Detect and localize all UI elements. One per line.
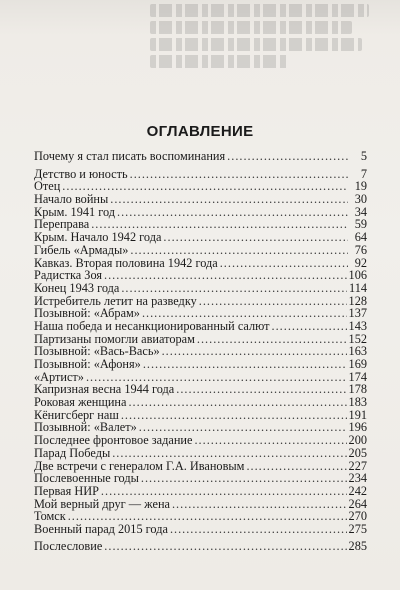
toc-entry-title: Истребитель летит на разведку: [34, 293, 197, 308]
toc-entry: [34, 485, 367, 498]
toc-entry: [34, 244, 367, 257]
toc-entry-title: Парад Победы: [34, 445, 111, 460]
toc-entry-title: Капризная весна 1944 года: [34, 382, 175, 397]
toc-entry: [34, 231, 367, 244]
toc-entry-title: Радистка Зоя: [34, 268, 103, 283]
toc-entry-page: 128: [348, 293, 367, 308]
toc-entry-page: 137: [348, 306, 367, 321]
toc-leader-dots: [121, 282, 347, 295]
toc-entry-title: Крым. Начало 1942 года: [34, 230, 162, 245]
toc-entry-page: 106: [348, 268, 367, 283]
toc-entry-title: Почему я стал писать воспоминания: [34, 149, 226, 163]
toc-leader-dots: [110, 193, 348, 206]
toc-leader-dots: [101, 485, 347, 498]
toc-leader-dots: [170, 523, 347, 536]
toc-leader-dots: [163, 231, 348, 244]
toc-entry: [34, 447, 367, 460]
toc-entry: [34, 168, 367, 181]
bleed-through-text: [150, 0, 380, 70]
toc-entry-page: 30: [354, 192, 367, 207]
toc-leader-dots: [104, 540, 346, 553]
toc-entry: [34, 150, 367, 163]
toc-entry-title: Крым. 1941 год: [34, 204, 115, 219]
toc-leader-dots: [194, 434, 346, 447]
toc-entry-title: Начало войны: [34, 192, 109, 207]
toc-entry-title: Позывной: «Валет»: [34, 420, 137, 435]
toc-entry-title: Военный парад 2015 года: [34, 521, 168, 536]
toc-entry-title: Роковая женщина: [34, 395, 127, 410]
toc-leader-dots: [128, 396, 346, 409]
toc-entry: [34, 320, 367, 333]
toc-entry-page: 76: [354, 242, 367, 257]
toc-leader-dots: [246, 460, 346, 473]
toc-entry-title: Томск: [34, 509, 66, 524]
toc-leader-dots: [112, 447, 346, 460]
toc-leader-dots: [220, 257, 348, 270]
toc-entry-page: 152: [348, 331, 367, 346]
toc-entry: [34, 282, 367, 295]
toc-leader-dots: [172, 498, 347, 511]
toc-entry-page: 270: [348, 509, 367, 524]
toc-entry-title: Конец 1943 года: [34, 280, 120, 295]
toc-entry-title: Переправа: [34, 217, 90, 232]
toc-entry: [34, 540, 367, 553]
toc-entry-title: Последнее фронтовое задание: [34, 433, 193, 448]
toc-entry-page: 169: [348, 357, 367, 371]
toc-leader-dots: [197, 333, 347, 346]
page-title: ОГЛАВЛЕНИЕ: [146, 123, 254, 140]
toc-entry: [34, 358, 367, 371]
toc-entry-title: Послевоенные годы: [34, 471, 139, 486]
toc-entry-page: 34: [354, 204, 367, 219]
toc-entry-page: 200: [348, 433, 367, 448]
toc-leader-dots: [176, 383, 346, 396]
toc-entry-title: Наша победа и несанкционированный салют: [34, 318, 270, 333]
toc-entry-page: 19: [354, 179, 367, 194]
toc-entry-title: Детство и юность: [34, 166, 128, 181]
toc-entry-page: 183: [348, 395, 367, 410]
toc-entry-page: 143: [348, 318, 367, 333]
toc-entry-title: Кёнигсберг наш: [34, 407, 119, 422]
toc-leader-dots: [141, 472, 347, 485]
toc-entry-page: 227: [348, 458, 367, 473]
toc-entry-page: 163: [348, 344, 367, 359]
toc-entry-title: Две встречи с генералом Г.А. Ивановым: [34, 458, 245, 473]
toc-entry: [34, 434, 367, 447]
toc-entry: [34, 523, 367, 536]
toc-entry-title: Позывной: «Абрам»: [34, 306, 140, 321]
toc-entry-title: «Артист»: [34, 369, 84, 384]
toc-entry-title: Первая НИР: [34, 483, 99, 498]
toc-leader-dots: [130, 244, 348, 257]
toc-entry-page: 114: [349, 280, 367, 295]
toc-entry-title: Отец: [34, 179, 61, 194]
toc-entry-page: 7: [360, 166, 367, 181]
toc-entry-page: 264: [348, 496, 367, 511]
toc-entry-title: Гибель «Армады»: [34, 242, 129, 257]
toc-leader-dots: [272, 320, 347, 333]
toc-entry-title: Партизаны помогли авиаторам: [34, 331, 195, 346]
toc-entry-page: 174: [348, 369, 367, 384]
toc-entry: [34, 193, 367, 206]
toc-entry-title: Послесловие: [34, 538, 103, 553]
toc-entry-page: 275: [348, 521, 367, 536]
toc-entry-page: 234: [348, 471, 367, 486]
toc-entry: [34, 498, 367, 511]
toc-entry-page: 64: [354, 230, 367, 245]
toc-entry-page: 285: [348, 538, 367, 553]
toc-entry-page: 196: [348, 420, 367, 435]
toc-entry-page: 191: [348, 407, 367, 422]
toc-entry-page: 242: [348, 483, 367, 498]
toc-entry-title: Мой верный друг — жена: [34, 496, 170, 511]
toc-leader-dots: [130, 168, 348, 181]
toc-leader-dots: [117, 206, 348, 219]
toc-entry-page: 178: [348, 382, 367, 397]
toc-entry-title: Позывной: «Вась-Вась»: [34, 344, 160, 359]
toc-entry-title: Позывной: «Афоня»: [34, 357, 141, 371]
toc-entry-title: Кавказ. Вторая половина 1942 года: [34, 255, 218, 270]
table-of-contents: [34, 150, 367, 552]
toc-leader-dots: [199, 295, 347, 308]
toc-entry: [34, 396, 367, 409]
toc-entry-page: 59: [354, 217, 367, 232]
toc-leader-dots: [143, 358, 347, 371]
toc-leader-dots: [121, 409, 347, 422]
toc-leader-dots: [227, 150, 348, 163]
toc-entry: [34, 269, 367, 282]
toc-entry-page: 205: [348, 445, 367, 460]
toc-entry-page: 5: [360, 149, 367, 163]
toc-entry-page: 92: [354, 255, 367, 270]
toc-entry: [34, 472, 367, 485]
toc-leader-dots: [104, 269, 347, 282]
toc-leader-dots: [162, 345, 347, 358]
